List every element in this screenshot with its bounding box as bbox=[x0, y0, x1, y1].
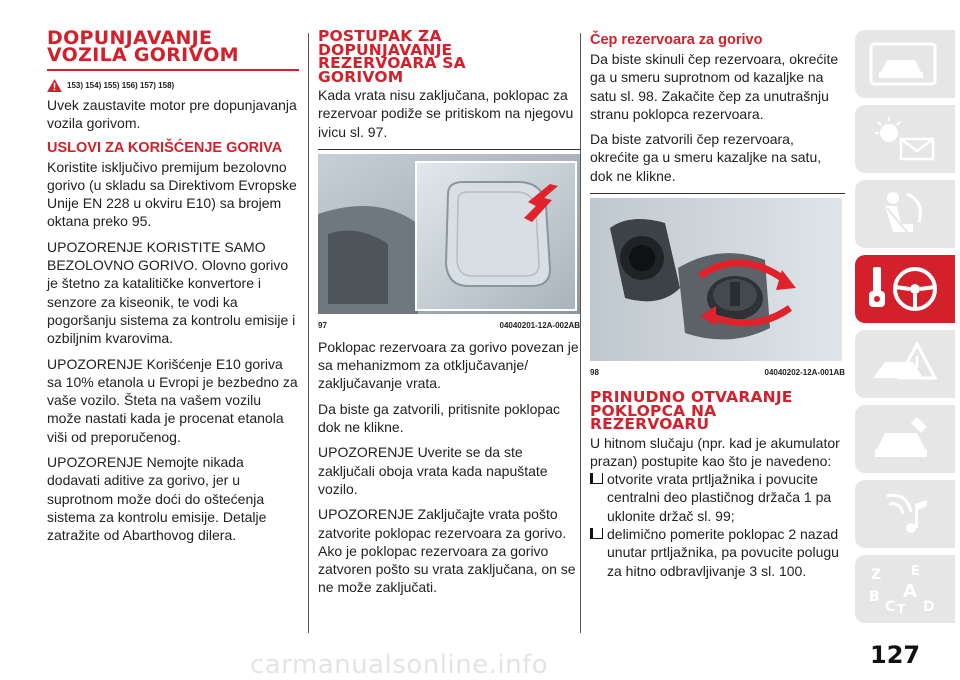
subheading-fuel-conditions: USLOVI ZA KORIŠĆENJE GORIVA bbox=[47, 139, 283, 156]
subheading-fuel-cap: Čep rezervoara za gorivo bbox=[590, 32, 763, 48]
tab-maintenance[interactable] bbox=[855, 405, 955, 473]
figure-97 bbox=[318, 149, 580, 330]
tab-multimedia[interactable] bbox=[855, 480, 955, 548]
page-number: 127 bbox=[870, 641, 921, 669]
index-letter: B bbox=[869, 589, 880, 605]
index-letter: Z bbox=[871, 567, 882, 583]
tab-emergency[interactable] bbox=[855, 330, 955, 398]
paragraph: Da biste skinuli čep rezervoara, okrećite ga u smeru suprotnom od kazaljke na satu sl. 98. Zakačite čep za unutrašnju stranu poklopca rezervoara. bbox=[590, 51, 839, 122]
column-refueling-procedure bbox=[318, 27, 580, 604]
paragraph: Da biste zatvorili čep rezervoara, okrećite ga u smeru kazaljke na satu, dok ne klikne. bbox=[590, 131, 822, 184]
fuel-cap-illustration bbox=[590, 198, 842, 361]
tab-starting-driving[interactable] bbox=[855, 255, 955, 323]
tab-index[interactable] bbox=[855, 555, 955, 623]
bullet-icon bbox=[590, 528, 603, 539]
figure-98 bbox=[590, 193, 845, 377]
warning-triangle-icon bbox=[47, 79, 62, 92]
warning-lights-message-icon bbox=[867, 113, 939, 165]
index-letter: C bbox=[885, 599, 896, 615]
list-item: delimično pomerite poklopac 2 nazad unutar prtljažnika, pa povucite polugu za hitno odbravljivanje 3 sl. 100. bbox=[590, 525, 845, 580]
paragraph: Kada vrata nisu zaključana, poklopac za rezervoar podiže se pritiskom na njegovu ivicu sl. 97. bbox=[318, 87, 574, 140]
tab-warning-lights[interactable] bbox=[855, 105, 955, 173]
index-letter: E bbox=[911, 564, 920, 579]
warning-paragraph: UPOZORENJE Nemojte nikada dodavati aditive za gorivo, jer u suprotnom može doći do oštećenja sistema za kontrolu emisije. Detalje zatražite od Abarthovog dilera. bbox=[47, 454, 267, 544]
paragraph: Uvek zaustavite motor pre dopunjavanja vozila gorivom. bbox=[47, 97, 297, 132]
tab-car-dashboard[interactable] bbox=[855, 30, 955, 98]
section-title: POSTUPAK ZA DOPUNJAVANJE REZERVOARA SA GORIVOM bbox=[318, 27, 466, 86]
watermark: carmanualsonline.info bbox=[250, 650, 549, 680]
paragraph: U hitnom slučaju (npr. kad je akumulator prazan) postupite kao što je navedeno: bbox=[590, 434, 840, 469]
list-item: otvorite vrata prtljažnika i povucite centralni deo plastičnog držača 1 pa uklonite držač sl. 99; bbox=[590, 470, 845, 525]
warning-references: 153) 154) 155) 156) 157) 158) bbox=[47, 79, 299, 92]
index-letter: A bbox=[903, 581, 917, 602]
section-title: PRINUDNO OTVARANJE POKLOPCA NA REZERVOARU bbox=[590, 388, 793, 434]
key-steering-wheel-icon bbox=[867, 263, 943, 315]
figure-caption: 97 04040201-12A-002AB bbox=[318, 320, 580, 330]
alphabetical-index-icon bbox=[867, 563, 939, 615]
paragraph: Poklopac rezervoara za gorivo povezan je sa mehanizmom za otključavanje/ zaključavanje vrata. bbox=[318, 338, 579, 392]
warning-paragraph: UPOZORENJE Korišćenje E10 goriva sa 10% etanola u Evropi je bezbedno za vaše vozilo. Šteta na vašem vozilu može nastati kada je procenat etanola viši od preporučenog. bbox=[47, 355, 298, 445]
fuel-flap-illustration bbox=[318, 154, 580, 314]
car-maintenance-icon bbox=[867, 413, 939, 465]
seat-airbag-safety-icon bbox=[867, 188, 939, 240]
index-letter: D bbox=[923, 599, 935, 615]
car-dashboard-icon bbox=[867, 38, 939, 90]
column-fuel-cap bbox=[590, 30, 845, 580]
road-warning-emergency-icon bbox=[867, 338, 939, 390]
section-title: DOPUNJAVANJE VOZILA GORIVOM bbox=[47, 27, 239, 66]
multimedia-music-icon bbox=[867, 488, 939, 540]
warning-paragraph: UPOZORENJE KORISTITE SAMO BEZOLOVNO GORIVO. Olovno gorivo je štetno za katalitičke konvertore i senzore za kiseonik, te vodi ka pogoršanju sistema za kontrolu emisije i ozbiljnim kvarovima. bbox=[47, 238, 296, 347]
figure-caption: 98 04040202-12A-001AB bbox=[590, 368, 845, 378]
tab-safety[interactable] bbox=[855, 180, 955, 248]
paragraph: Koristite isključivo premijum bezolovno gorivo (u skladu sa Direktivom Evropske Unije EN 228 u okviru E10) sa brojem oktana preko 95. bbox=[47, 158, 297, 230]
paragraph: Da biste ga zatvorili, pritisnite poklopac dok ne klikne. bbox=[318, 400, 561, 436]
column-fuel-refueling bbox=[47, 27, 299, 552]
warning-paragraph: UPOZORENJE Zaključajte vrata pošto zatvorite poklopac rezervoara za gorivo. Ako je poklopac rezervoara za gorivo zatvoren pošto su vrata zaključana, on se ne može zaključati. bbox=[318, 506, 576, 596]
bullet-icon bbox=[590, 473, 603, 484]
index-letter: T bbox=[897, 602, 906, 615]
chapter-tabs bbox=[855, 30, 960, 630]
title-rule bbox=[47, 69, 299, 71]
warning-paragraph: UPOZORENJE Uverite se da ste zaključali oboja vrata kada napuštate vozilo. bbox=[318, 444, 548, 497]
